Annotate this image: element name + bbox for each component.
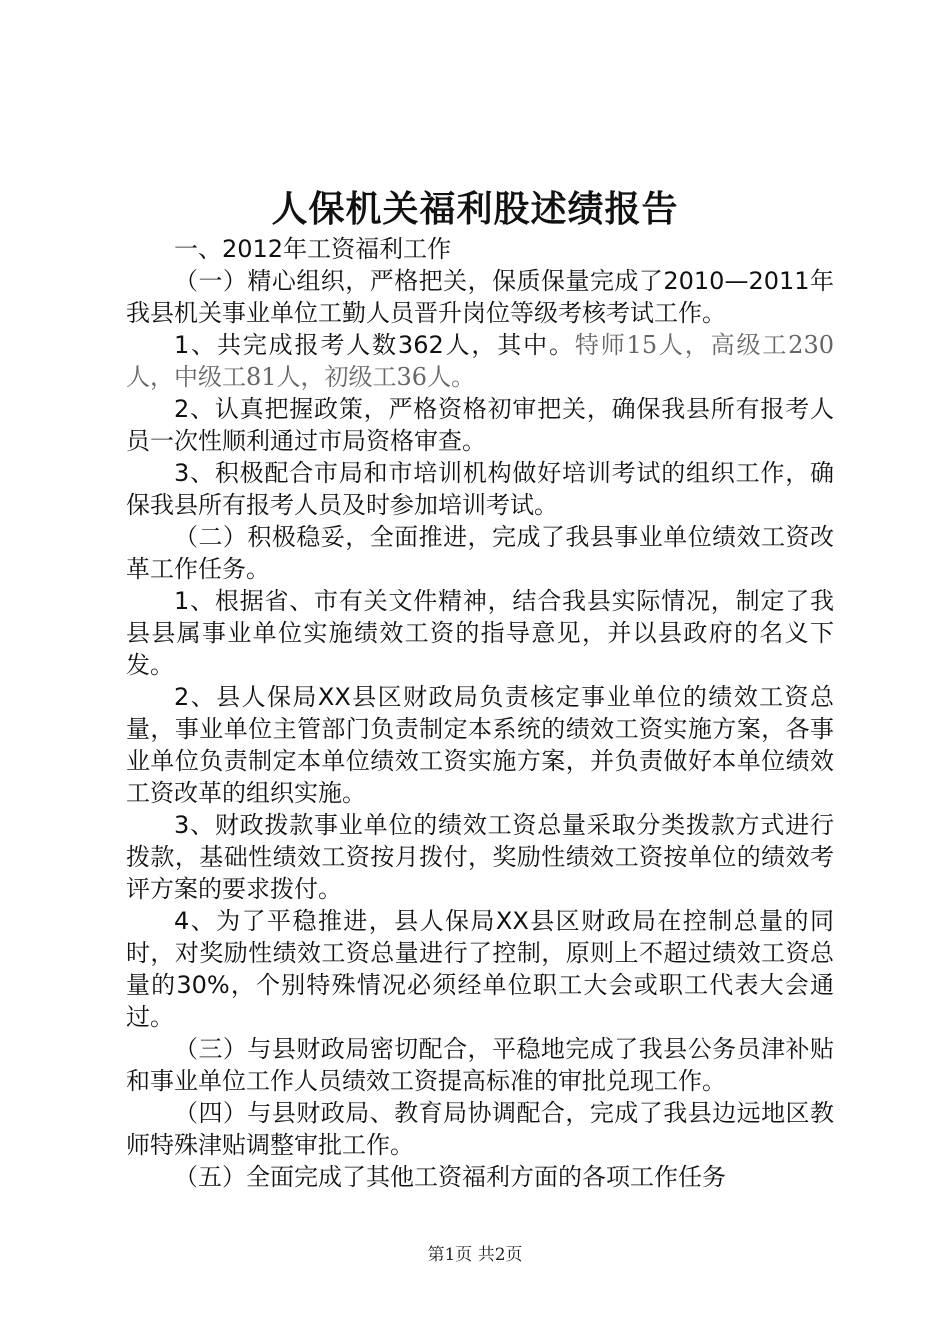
document-body (126, 233, 834, 1193)
paragraph: 1、根据省、市有关文件精神，结合我县实际情况，制定了我县县属事业单位实施绩效工资的指导意见，并以县政府的名义下发。 (126, 587, 834, 679)
paragraph: 3、财政拨款事业单位的绩效工资总量采取分类拨款方式进行拨款，基础性绩效工资按月拨付，奖励性绩效工资按单位的绩效考评方案的要求拨付。 (126, 811, 834, 903)
paragraph (126, 329, 834, 393)
paragraph: （四）与县财政局、教育局协调配合，完成了我县边远地区教师特殊津贴调整审批工作。 (126, 1099, 834, 1159)
paragraph: （五）全面完成了其他工资福利方面的各项工作任务 (174, 1163, 726, 1191)
paragraph-text: 1、共完成报考人数362人，其中。 (174, 331, 575, 359)
paragraph: 2、县人保局XX县区财政局负责核定事业单位的绩效工资总量，事业单位主管部门负责制定本系统的绩效工资实施方案，各事业单位负责制定本单位绩效工资实施方案，并负责做好本单位绩效工资改革的组织实施。 (126, 683, 834, 807)
paragraph: （二）积极稳妥，全面推进，完成了我县事业单位绩效工资改革工作任务。 (126, 523, 834, 583)
paragraph: 4、为了平稳推进，县人保局XX县区财政局在控制总量的同时，对奖励性绩效工资总量进行了控制，原则上不超过绩效工资总量的30%，个别特殊情况必须经单位职工大会或职工代表大会通过。 (126, 907, 834, 1031)
section-heading: 一、2012年工资福利工作 (174, 235, 452, 263)
page-footer: 第1页 共2页 (427, 1245, 523, 1265)
document-title: 人保机关福利股述绩报告 (271, 188, 679, 230)
paragraph: 3、积极配合市局和市培训机构做好培训考试的组织工作，确保我县所有报考人员及时参加培训考试。 (126, 459, 834, 519)
paragraph: 2、认真把握政策，严格资格初审把关，确保我县所有报考人员一次性顺利通过市局资格审查。 (126, 395, 834, 455)
grey-text: 特师15人，高级工230人，中级工81人，初级工36人。 (126, 331, 834, 391)
paragraph: （三）与县财政局密切配合，平稳地完成了我县公务员津补贴和事业单位工作人员绩效工资提高标准的审批兑现工作。 (126, 1035, 834, 1095)
paragraph: （一）精心组织，严格把关，保质保量完成了2010—2011年我县机关事业单位工勤人员晋升岗位等级考核考试工作。 (126, 267, 834, 327)
